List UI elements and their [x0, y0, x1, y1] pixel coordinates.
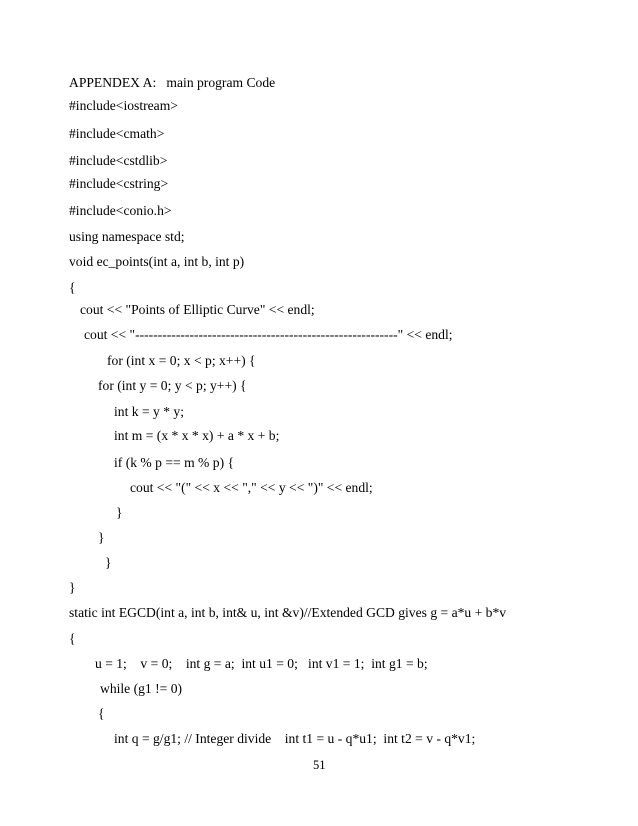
appendix-heading: APPENDEX A: main program Code	[69, 75, 276, 90]
code-line-16: cout << "(" << x << "," << y << ")" << endl;	[130, 480, 373, 495]
code-line-7: void ec_points(int a, int b, int p)	[69, 254, 245, 269]
code-line-3: #include<cstdlib>	[69, 153, 168, 168]
page-number: 51	[313, 758, 326, 772]
code-line-8: {	[69, 280, 76, 295]
code-line-6: using namespace std;	[69, 229, 185, 244]
code-line-1: #include<iostream>	[69, 98, 178, 113]
code-line-4: #include<cstring>	[69, 176, 169, 191]
code-line-2: #include<cmath>	[69, 126, 165, 141]
code-line-22: {	[69, 631, 76, 646]
code-line-12: for (int y = 0; y < p; y++) {	[98, 378, 247, 393]
code-line-20: }	[69, 580, 76, 595]
code-line-26: int q = g/g1; // Integer divide int t1 = u - q*u1; int t2 = v - q*v1;	[114, 731, 476, 746]
code-line-14: int m = (x * x * x) + a * x + b;	[114, 428, 280, 443]
code-line-9: cout << "Points of Elliptic Curve" << endl;	[80, 302, 315, 317]
code-line-19: }	[105, 555, 112, 570]
code-line-23: u = 1; v = 0; int g = a; int u1 = 0; int v1 = 1; int g1 = b;	[95, 656, 428, 671]
code-line-13: int k = y * y;	[114, 404, 184, 419]
code-line-17: }	[116, 505, 123, 520]
code-line-24: while (g1 != 0)	[100, 681, 183, 696]
code-line-15: if (k % p == m % p) {	[114, 455, 235, 470]
code-line-5: #include<conio.h>	[69, 203, 172, 218]
code-line-10: cout << "----------------------------------------------------------" << endl;	[84, 327, 453, 342]
code-line-11: for (int x = 0; x < p; x++) {	[107, 353, 256, 368]
code-line-18: }	[98, 530, 105, 545]
code-line-25: {	[98, 706, 105, 721]
code-line-21: static int EGCD(int a, int b, int& u, int &v)//Extended GCD gives g = a*u + b*v	[69, 605, 507, 620]
